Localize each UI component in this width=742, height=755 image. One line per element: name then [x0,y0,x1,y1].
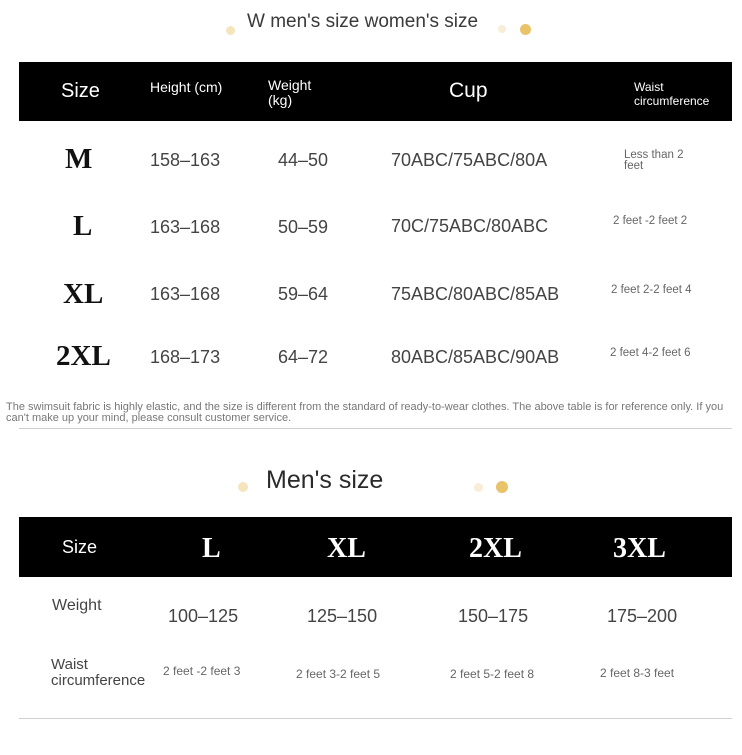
height-value: 158–163 [150,150,221,170]
waist-value: 2 feet 2-2 feet 4 [611,284,692,296]
waist-value: 2 feet 4-2 feet 6 [610,347,691,359]
men-table-header [19,517,732,577]
decor-dot [226,26,235,35]
decor-dot [238,482,248,492]
men-waist-value: 2 feet -2 feet 3 [163,664,241,678]
decor-dot [520,24,531,35]
weight-label: Weight [52,597,102,614]
women-size-title: W men's size women's size [247,11,479,32]
men-waist-value: 2 feet 3-2 feet 5 [296,667,381,681]
women-table-header [19,62,732,121]
height-value: 163–168 [150,217,221,237]
cup-value: 80ABC/85ABC/90AB [391,347,560,367]
header-height: Height (cm) [150,79,223,95]
men-size-l: L [202,533,221,564]
decor-dot [474,483,483,492]
header-size: Size [62,537,98,557]
men-weight-value: 100–125 [168,606,239,626]
men-size-xl: XL [327,533,366,564]
men-waist-value: 2 feet 5-2 feet 8 [450,667,535,681]
waist-value: Less than 2 feet [624,149,684,172]
section-divider [19,718,732,719]
decor-dot [498,25,506,33]
sizing-note: The swimsuit fabric is highly elastic, and the size is different from the standard of ready-to-wear clothes. The above table is for reference only. If you can't make up your mind, please consult customer service. [6,401,724,424]
header-size: Size [61,80,100,102]
weight-value: 44–50 [278,150,329,170]
men-size-title: Men's size [266,466,384,494]
header-waist: Waist circumference [634,80,710,108]
men-weight-value: 125–150 [307,606,378,626]
men-waist-value: 2 feet 8-3 feet [600,666,675,680]
height-value: 168–173 [150,347,221,367]
section-divider [19,428,732,429]
cup-value: 75ABC/80ABC/85AB [391,284,560,304]
men-size-3xl: 3XL [613,533,666,564]
size-label: 2XL [56,340,111,372]
weight-value: 50–59 [278,217,329,237]
waist-label: Waist circumference [51,656,146,689]
cup-value: 70ABC/75ABC/80A [391,150,548,170]
cup-value: 70C/75ABC/80ABC [391,216,549,236]
size-label: XL [63,278,104,310]
men-weight-value: 150–175 [458,606,529,626]
size-label: M [65,143,93,175]
decor-dot [496,481,508,493]
men-weight-value: 175–200 [607,606,678,626]
men-size-2xl: 2XL [469,533,522,564]
header-cup: Cup [449,79,488,102]
weight-value: 59–64 [278,284,329,304]
weight-value: 64–72 [278,347,329,367]
height-value: 163–168 [150,284,221,304]
header-weight: Weight (kg) [268,77,312,108]
waist-value: 2 feet -2 feet 2 [613,215,688,227]
size-label: L [73,210,93,242]
